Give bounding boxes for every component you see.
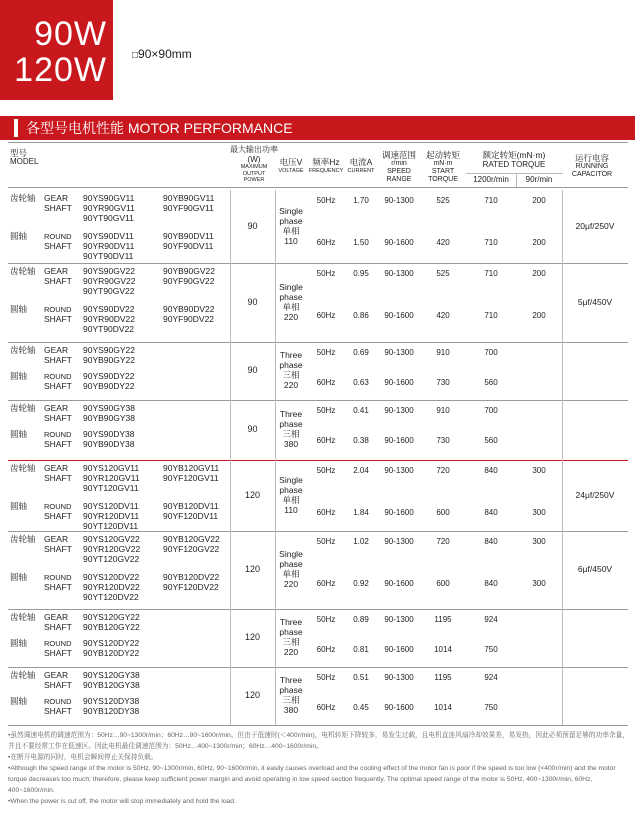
gear-shaft-label-zh: 齿轮轴 (10, 266, 36, 276)
rated-torque-1200-value: 750 (484, 703, 498, 712)
current-value: 1.84 (353, 508, 369, 517)
model-code: 90YT120GV11 (83, 483, 139, 493)
frequency-value: 50Hz (316, 348, 336, 357)
power-value: 120 (244, 632, 261, 642)
speed-range-value: 90-1300 (384, 673, 414, 682)
frequency-value: 60Hz (316, 645, 336, 654)
rated-sub-line (466, 173, 563, 174)
group-separator (8, 342, 628, 343)
round-shaft-label-zh: 圆轴 (10, 696, 28, 706)
model-code: 90YS90DY22 (83, 371, 135, 381)
rated-torque-90-value: 300 (532, 466, 546, 475)
speed-range-value: 90-1300 (384, 466, 414, 475)
model-code: 90YR120DV22 (83, 582, 140, 592)
current-value: 0.41 (353, 406, 369, 415)
gear-shaft-label-en1: GEAR (44, 463, 69, 473)
model-code: 90YS120DY38 (83, 696, 140, 706)
header-bottom-line (8, 187, 628, 188)
frequency-value: 60Hz (316, 311, 336, 320)
start-torque-value: 910 (436, 348, 450, 357)
rated-torque-1200-value: 840 (484, 537, 498, 546)
speed-range-value: 90-1300 (384, 406, 414, 415)
round-shaft-label-en1: ROUND (44, 305, 72, 314)
start-torque-value: 720 (436, 537, 450, 546)
frequency-value: 50Hz (316, 673, 336, 682)
voltage-value: 单相 (282, 494, 300, 505)
gear-shaft-label-zh: 齿轮轴 (10, 534, 36, 544)
speed-range-value: 90-1600 (384, 579, 414, 588)
model-code: 90YS90GV11 (83, 193, 135, 203)
header-power: 最大输出功率(W) MAXIMUM OUTPUT POWER (230, 145, 278, 183)
gear-shaft-label-zh: 齿轮轴 (10, 345, 36, 355)
speed-range-value: 90-1300 (384, 537, 414, 546)
rated-torque-90-value: 200 (532, 269, 546, 278)
round-shaft-label-en2: SHAFT (44, 241, 72, 251)
capacitor-value: 20μf/250V (575, 220, 615, 231)
model-code: 90YF90DV22 (163, 314, 215, 324)
voltage-value: phase (279, 627, 303, 637)
model-code: 90YS90GY38 (83, 403, 135, 413)
model-code: 90YR90GV11 (83, 203, 135, 213)
header-rated-1200: 1200r/min (473, 175, 509, 184)
model-code: 90YS120GV11 (83, 463, 140, 473)
frame-size-value: 90×90mm (138, 47, 192, 61)
rated-torque-1200-value: 840 (484, 508, 498, 517)
square-icon: □ (132, 50, 139, 61)
header-start-torque: 起动转矩 mN·m START TORQUE (425, 150, 460, 183)
model-code: 90YF120DV11 (163, 511, 219, 521)
model-code: 90YT90GV11 (83, 213, 134, 223)
model-code: 90YB120GY22 (83, 622, 140, 632)
gear-shaft-label-zh: 齿轮轴 (10, 193, 36, 203)
power-value: 120 (244, 564, 261, 574)
model-code: 90YT120DV22 (83, 592, 139, 602)
note-1: •虽然调速电机的调速范围为：50Hz…90~1300r/min；60Hz…90~1600r/min。但由于低速时(＜400r/min)，电机转矩下降较多，易发生过载，且电机直连风扇冷却效果差，易发热，因此必须预留足够的功率余量，并且不要经常工作在低速区。因此电机最佳调速范围为：50Hz…400~1300r/min；60Hz…400~1600r/min。 (8, 732, 630, 750)
voltage-value: phase (279, 215, 303, 226)
note-4: •When the power is cut off, the motor will stop immediately and hold the load. (8, 798, 236, 805)
frequency-value: 50Hz (316, 615, 336, 624)
current-value: 0.51 (353, 673, 369, 682)
gear-shaft-label-en2: SHAFT (44, 622, 72, 632)
round-shaft-label-en2: SHAFT (44, 511, 72, 521)
round-shaft-label-zh: 圆轴 (10, 501, 28, 511)
group-separator (8, 460, 628, 461)
gear-shaft-label-zh: 齿轮轴 (10, 463, 36, 473)
gear-shaft-label-en2: SHAFT (44, 355, 72, 365)
capacitor-value: 24μf/250V (575, 489, 615, 500)
start-torque-value: 720 (436, 466, 450, 475)
model-code: 90YS120GY22 (83, 612, 140, 622)
model-code: 90YB90DV22 (163, 304, 215, 314)
start-torque-value: 525 (436, 269, 450, 278)
round-shaft-label-en1: ROUND (44, 697, 72, 706)
frequency-value: 60Hz (316, 378, 336, 387)
gear-shaft-label-en1: GEAR (44, 403, 69, 413)
voltage-value: 三相 (282, 637, 300, 647)
model-code: 90YB120GV11 (163, 463, 220, 473)
rated-torque-90-value: 300 (532, 579, 546, 588)
round-shaft-label-en2: SHAFT (44, 381, 72, 391)
model-code: 90YS90GV22 (83, 266, 135, 276)
gear-shaft-label-en2: SHAFT (44, 276, 72, 286)
start-torque-value: 1195 (434, 615, 452, 624)
start-torque-value: 1014 (434, 703, 452, 712)
start-torque-value: 600 (436, 508, 450, 517)
header-rated-torque: 额定转矩(mN·m) RATED TORQUE (482, 150, 546, 169)
model-code: 90YR90DV22 (83, 314, 135, 324)
round-shaft-label-zh: 圆轴 (10, 429, 28, 439)
current-value: 0.69 (353, 348, 369, 357)
rated-torque-1200-value: 924 (484, 615, 498, 624)
frequency-value: 60Hz (316, 238, 336, 247)
frequency-value: 50Hz (316, 406, 336, 415)
model-code: 90YT90GV22 (83, 286, 135, 296)
frequency-value: 60Hz (316, 508, 336, 517)
speed-range-value: 90-1300 (384, 615, 414, 624)
capacitor-value: 5μf/450V (577, 296, 613, 307)
model-code: 90YB90GY38 (83, 413, 135, 423)
footnotes (8, 730, 630, 807)
voltage-value: 380 (283, 439, 299, 449)
voltage-value: 三相 (282, 370, 300, 380)
round-shaft-label-en1: ROUND (44, 639, 72, 648)
frequency-value: 50Hz (316, 196, 336, 205)
model-code: 90YF120GV22 (163, 544, 220, 554)
header-rated-90: 90r/min (525, 175, 553, 184)
rated-torque-90-value: 200 (532, 238, 546, 247)
round-shaft-label-zh: 圆轴 (10, 304, 28, 314)
model-code: 90YB120DY22 (83, 648, 140, 658)
gear-shaft-label-en1: GEAR (44, 266, 69, 276)
gear-shaft-label-en1: GEAR (44, 534, 69, 544)
voltage-value: phase (279, 291, 303, 302)
round-shaft-label-en2: SHAFT (44, 439, 72, 449)
rated-torque-90-value: 200 (532, 196, 546, 205)
model-code: 90YB90GY22 (83, 355, 135, 365)
note-3: •Although the speed range of the motor is 50Hz, 90~1300r/min, 60Hz, 90~1600r/min, it easily causes overload and the cooling effect of the motor fan is poor if the speed is too low (<400r/min) and the motor torque decreases too much; therefore, please keep sufficient power margin and avoid operating in low speed section frequently. The optimal speed range of the motor is 50Hz, 400~1300r/min, 60Hz, 400~1600r/min. (8, 765, 616, 794)
start-torque-value: 730 (436, 436, 450, 445)
power-value: 120 (244, 489, 261, 500)
model-code: 90YF90DV11 (163, 241, 214, 251)
voltage-value: phase (279, 685, 303, 695)
speed-range-value: 90-1300 (384, 348, 414, 357)
header-model: 型号 MODEL (10, 148, 39, 166)
model-code: 90YB90DY38 (83, 439, 135, 449)
note-2: •在断开电源的同时，电机会瞬间停止关保持负载。 (8, 754, 158, 761)
round-shaft-label-zh: 圆轴 (10, 638, 28, 648)
round-shaft-label-zh: 圆轴 (10, 371, 28, 381)
header-capacitor: 运行电容 RUNNING CAPACITOR (571, 153, 613, 178)
model-code: 90YB120DV22 (163, 572, 220, 582)
column-divider (562, 667, 563, 725)
voltage-value: Single (279, 549, 303, 559)
round-shaft-label-en1: ROUND (44, 430, 72, 439)
model-code: 90YS120DY22 (83, 638, 140, 648)
voltage-value: 110 (284, 504, 298, 515)
gear-shaft-label-en2: SHAFT (44, 680, 72, 690)
model-code: 90YS120GV22 (83, 534, 140, 544)
header-speed-range: 调速范围 r/min SPEED RANGE (381, 150, 416, 183)
power-value: 90 (247, 365, 258, 375)
gear-shaft-label-en1: GEAR (44, 193, 69, 203)
voltage-value: 110 (284, 235, 298, 246)
rated-divider (516, 173, 517, 187)
voltage-value: phase (279, 559, 303, 569)
round-shaft-label-en1: ROUND (44, 232, 72, 241)
model-code: 90YR120GV22 (83, 544, 141, 554)
round-shaft-label-zh: 圆轴 (10, 231, 28, 241)
model-code: 90YB120DV11 (163, 501, 219, 511)
current-value: 0.38 (353, 436, 369, 445)
frequency-value: 50Hz (316, 466, 336, 475)
rated-torque-90-value: 300 (532, 537, 546, 546)
model-code: 90YB90GV22 (163, 266, 215, 276)
column-divider (562, 400, 563, 460)
voltage-value: 380 (283, 705, 299, 715)
model-code: 90YB90GV11 (163, 193, 215, 203)
model-code: 90YB90DV11 (163, 231, 214, 241)
current-value: 1.02 (353, 537, 369, 546)
current-value: 2.04 (353, 466, 369, 475)
group-separator (8, 609, 628, 610)
model-code: 90YB90DY22 (83, 381, 135, 391)
model-code: 90YS90GY22 (83, 345, 135, 355)
voltage-value: 220 (283, 311, 299, 322)
gear-shaft-label-en1: GEAR (44, 345, 69, 355)
rated-torque-90-value: 300 (532, 508, 546, 517)
start-torque-value: 910 (436, 406, 450, 415)
current-value: 0.95 (353, 269, 369, 278)
power-rating-120w: 120W (14, 51, 107, 89)
rated-torque-1200-value: 924 (484, 673, 498, 682)
rated-torque-1200-value: 840 (484, 466, 498, 475)
voltage-value: 220 (283, 579, 299, 589)
start-torque-value: 1014 (434, 645, 452, 654)
section-title: 各型号电机性能 MOTOR PERFORMANCE (26, 120, 293, 136)
model-code: 90YF90GV11 (163, 203, 214, 213)
start-torque-value: 1195 (434, 673, 452, 682)
header-top-line (8, 142, 628, 143)
group-separator (8, 725, 628, 726)
rated-torque-1200-value: 560 (484, 378, 498, 387)
speed-range-value: 90-1600 (384, 703, 414, 712)
voltage-value: Three (279, 350, 303, 360)
round-shaft-label-en1: ROUND (44, 573, 72, 582)
start-torque-value: 420 (436, 238, 450, 247)
start-torque-value: 600 (436, 579, 450, 588)
speed-range-value: 90-1300 (384, 269, 414, 278)
rated-torque-1200-value: 710 (484, 196, 498, 205)
power-value: 90 (247, 424, 258, 434)
model-code: 90YR90GV22 (83, 276, 136, 286)
speed-range-value: 90-1600 (384, 645, 414, 654)
gear-shaft-label-zh: 齿轮轴 (10, 403, 36, 413)
column-divider (562, 342, 563, 400)
gear-shaft-label-zh: 齿轮轴 (10, 612, 36, 622)
start-torque-value: 730 (436, 378, 450, 387)
voltage-value: Three (279, 409, 303, 419)
round-shaft-label-en1: ROUND (44, 372, 72, 381)
current-value: 0.89 (353, 615, 369, 624)
header-voltage: 电压V VOLTAGE (278, 157, 304, 174)
model-code: 90YS120DV22 (83, 572, 140, 582)
current-value: 0.81 (353, 645, 369, 654)
model-code: 90YF120DV22 (163, 582, 219, 592)
current-value: 0.63 (353, 378, 369, 387)
model-code: 90YS120GY38 (83, 670, 140, 680)
frequency-value: 60Hz (316, 436, 336, 445)
rated-torque-90-value: 200 (532, 311, 546, 320)
current-value: 0.92 (353, 579, 369, 588)
rated-torque-1200-value: 700 (484, 348, 498, 357)
round-shaft-label-en1: ROUND (44, 502, 72, 511)
gear-shaft-label-en1: GEAR (44, 670, 69, 680)
rated-torque-1200-value: 710 (484, 238, 498, 247)
header-frequency: 频率Hz FREQUENCY (308, 157, 344, 174)
speed-range-value: 90-1600 (384, 311, 414, 320)
voltage-value: 单相 (282, 569, 300, 579)
voltage-value: Single (279, 205, 303, 216)
power-value: 90 (247, 296, 258, 307)
round-shaft-label-en2: SHAFT (44, 314, 72, 324)
gear-shaft-label-en2: SHAFT (44, 413, 72, 423)
voltage-value: 单相 (282, 301, 300, 312)
voltage-value: Three (279, 617, 303, 627)
model-code: 90YT120GV22 (83, 554, 140, 564)
speed-range-value: 90-1600 (384, 508, 414, 517)
current-value: 1.70 (353, 196, 369, 205)
model-code: 90YR90DV11 (83, 241, 135, 251)
group-separator (8, 667, 628, 668)
speed-range-value: 90-1600 (384, 378, 414, 387)
round-shaft-label-en2: SHAFT (44, 582, 72, 592)
model-code: 90YS90DV11 (83, 231, 134, 241)
voltage-value: Three (279, 675, 303, 685)
group-separator (8, 263, 628, 264)
gear-shaft-label-en1: GEAR (44, 612, 69, 622)
speed-range-value: 90-1300 (384, 196, 414, 205)
start-torque-value: 525 (436, 196, 450, 205)
power-rating-block (0, 0, 113, 100)
round-shaft-label-en2: SHAFT (44, 648, 72, 658)
gear-shaft-label-en2: SHAFT (44, 473, 72, 483)
model-code: 90YR120DV11 (83, 511, 140, 521)
round-shaft-label-en2: SHAFT (44, 706, 72, 716)
speed-range-value: 90-1600 (384, 436, 414, 445)
power-value: 120 (244, 690, 261, 700)
rated-torque-1200-value: 700 (484, 406, 498, 415)
model-code: 90YF90GV22 (163, 276, 215, 286)
current-value: 0.86 (353, 311, 369, 320)
rated-torque-1200-value: 840 (484, 579, 498, 588)
section-marker-icon (14, 119, 18, 137)
header-current: 电流A CURRENT (347, 157, 375, 174)
model-code: 90YT90DV22 (83, 324, 135, 334)
gear-shaft-label-en2: SHAFT (44, 203, 72, 213)
current-value: 0.45 (353, 703, 369, 712)
rated-torque-1200-value: 560 (484, 436, 498, 445)
power-rating-90w: 90W (34, 15, 107, 53)
frequency-value: 50Hz (316, 537, 336, 546)
rated-torque-1200-value: 710 (484, 311, 498, 320)
speed-range-value: 90-1600 (384, 238, 414, 247)
column-divider (562, 609, 563, 667)
voltage-value: phase (279, 484, 303, 495)
model-code: 90YS120DV11 (83, 501, 139, 511)
section-title-bar (0, 116, 635, 140)
group-separator (8, 400, 628, 401)
model-code: 90YS90DV22 (83, 304, 135, 314)
voltage-value: phase (279, 419, 303, 429)
voltage-value: Single (279, 281, 303, 292)
gear-shaft-label-en2: SHAFT (44, 544, 72, 554)
frequency-value: 50Hz (316, 269, 336, 278)
model-code: 90YT120DV11 (83, 521, 139, 531)
voltage-value: 单相 (282, 225, 300, 236)
rated-torque-1200-value: 750 (484, 645, 498, 654)
model-code: 90YB120GY38 (83, 680, 140, 690)
rated-torque-1200-value: 710 (484, 269, 498, 278)
voltage-value: Single (279, 474, 303, 485)
current-value: 1.50 (353, 238, 369, 247)
power-value: 90 (247, 220, 258, 231)
capacitor-value: 6μf/450V (577, 564, 613, 574)
voltage-value: 220 (283, 647, 299, 657)
model-code: 90YF120GV11 (163, 473, 219, 483)
model-code: 90YB120DY38 (83, 706, 140, 716)
model-code: 90YB120GV22 (163, 534, 220, 544)
gear-shaft-label-zh: 齿轮轴 (10, 670, 36, 680)
voltage-value: 三相 (282, 695, 300, 705)
voltage-value: 220 (283, 380, 299, 390)
model-code: 90YR120GV11 (83, 473, 140, 483)
voltage-value: 三相 (282, 429, 300, 439)
round-shaft-label-zh: 圆轴 (10, 572, 28, 582)
frequency-value: 60Hz (316, 703, 336, 712)
voltage-value: phase (279, 360, 303, 370)
model-code: 90YS90DY38 (83, 429, 135, 439)
frame-size (132, 47, 192, 61)
frequency-value: 60Hz (316, 579, 336, 588)
start-torque-value: 420 (436, 311, 450, 320)
model-code: 90YT90DV11 (83, 251, 134, 261)
